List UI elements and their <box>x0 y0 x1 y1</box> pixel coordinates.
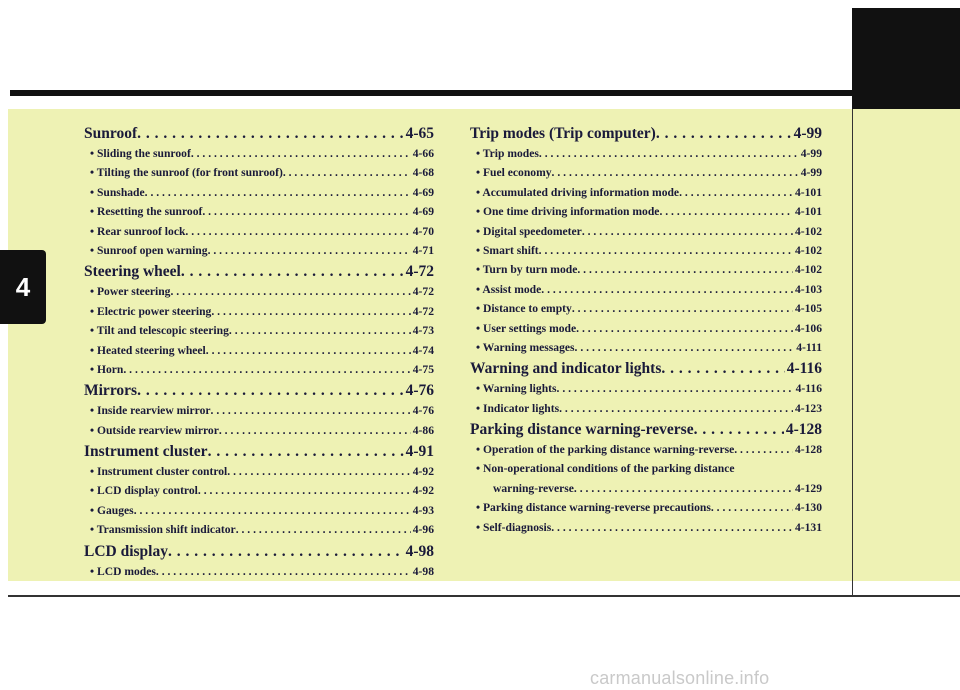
toc-section <box>470 358 822 418</box>
toc-entry-label: • Horn <box>90 362 124 376</box>
toc-entry-page: 4-105 <box>794 302 822 316</box>
toc-entry[interactable] <box>84 421 434 440</box>
toc-entry-label: • Assist mode <box>476 282 542 296</box>
dot-leader <box>229 321 411 340</box>
toc-entry-label: • Transmission shift indicator <box>90 523 236 537</box>
section-heading-page: 4-98 <box>405 542 434 560</box>
toc-entry-continuation[interactable] <box>470 479 822 498</box>
dot-leader <box>557 379 794 398</box>
dot-leader <box>572 299 793 318</box>
toc-entry-page: 4-74 <box>412 343 434 357</box>
toc-section <box>84 541 434 581</box>
dot-leader <box>211 401 411 420</box>
dot-leader <box>539 241 793 260</box>
toc-entry[interactable] <box>470 440 822 459</box>
toc-entry-label: • Trip modes <box>476 147 539 160</box>
dot-leader <box>219 421 411 440</box>
side-strip <box>852 109 960 581</box>
toc-entry-page: 4-69 <box>412 185 434 199</box>
toc-entry-page: 4-69 <box>412 205 434 219</box>
dot-leader <box>208 441 404 462</box>
dot-leader <box>137 380 404 401</box>
toc-entry-label: • Distance to empty <box>476 302 572 316</box>
toc-entry-page: 4-116 <box>795 382 822 396</box>
toc-entry[interactable] <box>470 399 822 418</box>
toc-entry-page: 4-68 <box>412 166 434 180</box>
toc-entry-label: • Turn by turn mode <box>476 263 578 277</box>
toc-entry[interactable] <box>84 241 434 260</box>
section-heading[interactable] <box>470 419 822 440</box>
section-heading-label: Trip modes (Trip computer) <box>470 125 656 142</box>
toc-entry-label: • Operation of the parking distance warning-reverse <box>476 443 735 457</box>
dot-leader <box>168 541 404 562</box>
top-rule <box>10 90 852 96</box>
toc-entry[interactable] <box>84 520 434 539</box>
toc-entry-page: 4-96 <box>412 523 434 537</box>
toc-entry-page: 4-101 <box>794 205 822 219</box>
chapter-number-badge: 4 <box>0 250 46 324</box>
dot-leader <box>661 358 784 379</box>
dot-leader <box>208 241 411 260</box>
section-heading-label: Mirrors <box>84 382 138 400</box>
toc-entry-label: • Electric power steering <box>90 304 212 318</box>
section-heading-page: 4-65 <box>405 125 434 142</box>
toc-entry[interactable] <box>470 319 822 338</box>
section-heading-page: 4-76 <box>405 382 434 400</box>
section-heading[interactable] <box>84 123 434 144</box>
dot-leader <box>185 222 410 241</box>
toc-entry-label: • Power steering <box>90 285 171 299</box>
dot-leader <box>694 419 784 440</box>
toc-entry-label: • Resetting the sunroof <box>90 205 203 219</box>
toc-entry-page: 4-130 <box>794 501 822 515</box>
toc-entry[interactable] <box>84 360 434 379</box>
dot-leader <box>575 338 795 357</box>
section-heading-label: Parking distance warning-reverse <box>470 421 694 439</box>
toc-entry[interactable] <box>470 518 822 537</box>
toc-section <box>84 261 434 379</box>
toc-entry-page: 4-66 <box>412 147 434 160</box>
toc-entry-page: 4-128 <box>794 443 822 457</box>
toc-section <box>470 419 822 537</box>
toc-entry-page: 4-86 <box>412 423 434 437</box>
dot-leader <box>577 260 793 279</box>
toc-entry-page: 4-103 <box>794 282 822 296</box>
dot-leader <box>679 183 793 202</box>
section-heading-label: Instrument cluster <box>84 443 208 461</box>
toc-entry-page: 4-76 <box>412 404 434 418</box>
toc-section <box>84 380 434 440</box>
toc-entry[interactable] <box>84 341 434 360</box>
section-heading-label: Sunroof <box>84 125 138 142</box>
toc-entry[interactable] <box>470 202 822 221</box>
toc-entry-page: 4-72 <box>412 304 434 318</box>
dot-leader <box>576 319 793 338</box>
toc-entry-label: • Warning messages <box>476 340 575 354</box>
dot-leader <box>559 399 793 418</box>
toc-entry[interactable] <box>84 144 434 163</box>
section-heading-page: 4-116 <box>786 360 822 378</box>
toc-entry-label: • LCD modes <box>90 564 156 578</box>
dot-leader <box>170 282 410 301</box>
toc-right-column <box>470 122 822 537</box>
toc-entry-page: 4-75 <box>412 362 434 376</box>
section-heading-label: Steering wheel <box>84 263 181 281</box>
toc-entry-page: 4-123 <box>794 401 822 415</box>
toc-entry-page: 4-102 <box>794 263 822 277</box>
toc-entry[interactable] <box>470 498 822 517</box>
toc-entry-continuation-label: warning-reverse <box>493 481 574 495</box>
toc-entry[interactable] <box>470 299 822 318</box>
dot-leader <box>137 123 403 144</box>
toc-entry[interactable] <box>84 163 434 182</box>
toc-entry[interactable] <box>470 338 822 357</box>
toc-entry[interactable] <box>84 222 434 241</box>
toc-entry-label: • Heated steering wheel <box>90 343 206 357</box>
toc-entry-label: • Inside rearview mirror <box>90 404 211 418</box>
toc-entry[interactable] <box>84 501 434 520</box>
toc-entry-page: 4-99 <box>800 147 822 160</box>
toc-entry[interactable] <box>470 241 822 260</box>
toc-entry-page: 4-101 <box>794 185 822 199</box>
dot-leader <box>156 562 411 581</box>
toc-entry-page: 4-71 <box>412 243 434 257</box>
dot-leader <box>656 123 792 144</box>
toc-entry-page: 4-73 <box>412 324 434 338</box>
toc-entry-page: 4-92 <box>412 484 434 498</box>
toc-entry-label: • Gauges <box>90 503 134 517</box>
section-heading[interactable] <box>84 380 434 401</box>
toc-entry[interactable] <box>470 280 822 299</box>
toc-section <box>470 123 822 357</box>
toc-entry-page: 4-111 <box>796 340 822 354</box>
toc-entry[interactable] <box>84 401 434 420</box>
toc-entry-label: • Fuel economy <box>476 166 552 180</box>
dot-leader <box>711 498 793 517</box>
toc-entry[interactable] <box>84 481 434 500</box>
dot-leader <box>145 183 411 202</box>
toc-entry[interactable] <box>84 462 434 481</box>
dot-leader <box>283 163 411 182</box>
toc-entry-page: 4-102 <box>794 224 822 238</box>
dot-leader <box>551 518 793 537</box>
dot-leader <box>181 261 404 282</box>
side-divider <box>852 109 853 597</box>
toc-entry-continuation-page: 4-129 <box>794 481 822 495</box>
toc-entry-page: 4-98 <box>412 564 434 578</box>
toc-entry[interactable] <box>470 459 822 478</box>
toc-entry[interactable] <box>84 562 434 581</box>
dot-leader <box>198 481 411 500</box>
toc-entry-page: 4-72 <box>412 285 434 299</box>
section-heading-page: 4-99 <box>793 125 822 142</box>
watermark: carmanualsonline.info <box>590 668 770 688</box>
toc-entry[interactable] <box>84 183 434 202</box>
toc-entry-label: • LCD display control <box>90 484 198 498</box>
dot-leader <box>202 202 410 221</box>
dot-leader <box>539 144 799 163</box>
dot-leader <box>552 163 799 182</box>
dot-leader <box>236 520 411 539</box>
dot-leader <box>134 501 411 520</box>
toc-entry-label: • One time driving information mode <box>476 205 660 219</box>
toc-entry-page: 4-131 <box>794 520 822 534</box>
toc-entry-label: • User settings mode <box>476 321 577 335</box>
dot-leader <box>123 360 410 379</box>
toc-entry-label: • Tilt and telescopic steering <box>90 324 229 338</box>
toc-entry-label: • Smart shift <box>476 243 539 257</box>
toc-entry[interactable] <box>84 321 434 340</box>
toc-entry-label: • Parking distance warning-reverse precautions <box>476 501 711 515</box>
toc-entry-label: • Warning lights <box>476 382 557 396</box>
dot-leader <box>541 280 793 299</box>
toc-entry-page: 4-106 <box>794 321 822 335</box>
toc-entry-label: • Digital speedometer <box>476 224 582 238</box>
toc-section <box>84 123 434 260</box>
toc-entry[interactable] <box>470 260 822 279</box>
bottom-rule <box>8 595 960 597</box>
toc-entry-label: • Instrument cluster control <box>90 465 228 479</box>
section-heading-page: 4-128 <box>785 421 822 439</box>
toc-section <box>84 441 434 540</box>
toc-entry[interactable] <box>470 144 822 163</box>
toc-entry-page: 4-93 <box>412 503 434 517</box>
toc-entry[interactable] <box>84 202 434 221</box>
toc-entry-page: 4-70 <box>412 224 434 238</box>
section-heading[interactable] <box>84 441 434 462</box>
toc-entry-page: 4-99 <box>800 166 822 180</box>
toc-entry[interactable] <box>84 302 434 321</box>
section-heading[interactable] <box>84 541 434 562</box>
dot-leader <box>191 144 411 163</box>
dot-leader <box>582 222 793 241</box>
toc-entry-label: • Rear sunroof lock <box>90 224 186 238</box>
toc-entry-page: 4-102 <box>794 243 822 257</box>
dot-leader <box>211 302 410 321</box>
toc-entry[interactable] <box>470 183 822 202</box>
section-heading-label: Warning and indicator lights <box>470 360 662 378</box>
toc-entry[interactable] <box>84 282 434 301</box>
toc-entry-label: • Sunroof open warning <box>90 243 208 257</box>
toc-entry-page: 4-92 <box>412 465 434 479</box>
toc-left-column <box>84 122 434 581</box>
dot-leader <box>659 202 793 221</box>
section-heading-page: 4-91 <box>405 443 434 461</box>
toc-entry-label: • Accumulated driving information mode <box>476 185 680 199</box>
toc-entry-label: • Self-diagnosis <box>476 520 552 534</box>
toc-entry[interactable] <box>470 379 822 398</box>
section-heading-page: 4-72 <box>405 263 434 281</box>
toc-entry-label: • Indicator lights <box>476 401 560 415</box>
section-heading[interactable] <box>470 358 822 379</box>
toc-entry-label: • Outside rearview mirror <box>90 423 219 437</box>
toc-entry-label: • Tilting the sunroof (for front sunroof) <box>90 166 283 180</box>
toc-entry-label: • Sliding the sunroof <box>90 147 191 160</box>
dot-leader <box>206 341 411 360</box>
corner-tab <box>852 8 960 109</box>
section-heading-label: LCD display <box>84 542 168 560</box>
toc-entry-label: • Non-operational conditions of the parking distance <box>476 462 735 476</box>
section-heading[interactable] <box>84 261 434 282</box>
toc-entry-label: • Sunshade <box>90 185 145 199</box>
dot-leader <box>574 479 793 498</box>
toc-entry[interactable] <box>470 163 822 182</box>
section-heading[interactable] <box>470 123 822 144</box>
dot-leader <box>734 440 793 459</box>
toc-entry[interactable] <box>470 222 822 241</box>
dot-leader <box>227 462 410 481</box>
